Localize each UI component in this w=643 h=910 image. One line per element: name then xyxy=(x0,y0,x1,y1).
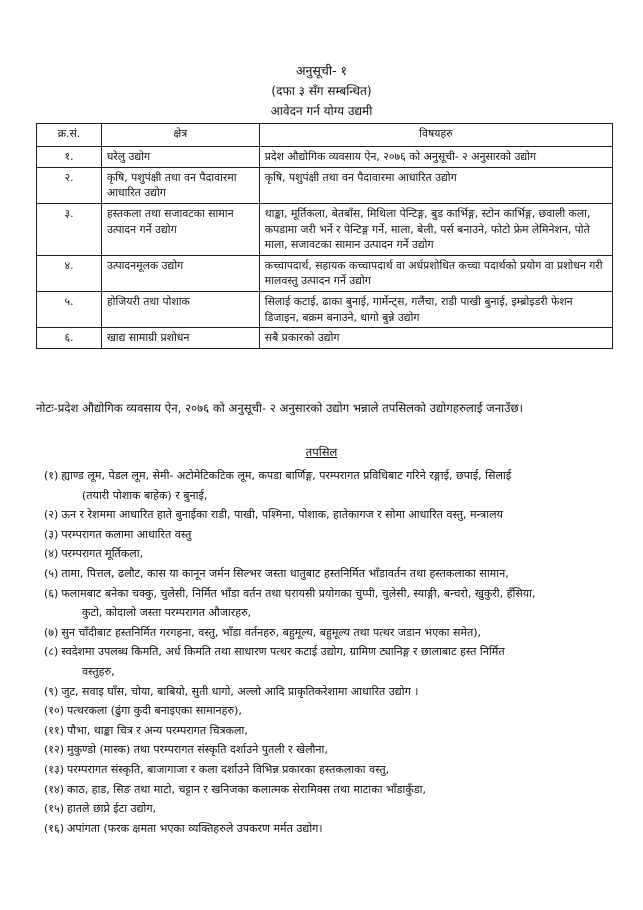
list-item-number: (९) xyxy=(44,684,59,698)
list-item-text: ऊन र रेशममा आधारित हाते बुनाईका राडी, पाखी, पश्मिना, पोशाक, हातेकागज र सोमा आधारित वस्तु, मन्त्रालय xyxy=(61,508,503,522)
list-item-number: (१) xyxy=(44,469,59,482)
row-subjects: कच्चापदार्थ, सहायक कच्चापदार्थ वा अर्धप्रशोधित कच्चा पदार्थको प्रयोग वा प्रशोधन गरी मालवस्तु उत्पादन गर्ने उद्योग xyxy=(259,255,612,291)
list-item-text: परम्परागत मूर्तिकला, xyxy=(61,547,144,561)
list-item xyxy=(44,505,624,525)
row-serial: ६. xyxy=(37,328,102,349)
list-item xyxy=(44,760,624,780)
list-item-text: हातले छाप्ने ईटा उद्योग, xyxy=(67,802,157,816)
table-row xyxy=(37,147,613,168)
list-item-number: (७) xyxy=(44,625,59,639)
row-sector: हस्तकला तथा सजावटका सामान उत्पादन गर्ने उद्योग xyxy=(101,203,259,255)
list-item xyxy=(44,525,624,545)
list-item-text: ह्याण्ड लूम, पेडल लूम, सेमी- अटोमेटिकटिक लूम, कपडा बार्णिङ्ग, परम्परागत प्रविधिबाट गरिने रङ्गाई, छपाई, सिलाई xyxy=(61,469,512,482)
list-item xyxy=(44,799,624,819)
eligible-industries-table xyxy=(36,123,613,349)
row-subjects: कृषि, पशुपंक्षी तथा वन पैदावारमा आधारित उद्योग xyxy=(259,167,612,203)
row-serial: २. xyxy=(37,167,102,203)
list-item xyxy=(44,584,624,604)
row-sector: कृषि, पशुपंक्षी तथा वन पैदावारमा आधारित उद्योग xyxy=(101,167,259,203)
list-item-number: (१५) xyxy=(44,802,65,816)
list-item-number: (६) xyxy=(44,586,59,600)
list-item xyxy=(44,780,624,800)
row-sector: खाद्य सामाग्री प्रशोधन xyxy=(101,328,259,349)
list-item xyxy=(44,819,624,839)
row-serial: ५. xyxy=(37,292,102,328)
list-item xyxy=(44,701,624,721)
list-item-continuation: (तयारी पोशाक बाहेक) र बुनाई, xyxy=(82,488,208,502)
list-item-number: (१२) xyxy=(44,743,65,757)
row-subjects: प्रदेश औद्योगिक व्यवसाय ऐन, २०७६ को अनुसूची- २ अनुसारको उद्योग xyxy=(259,147,612,168)
list-item-text: तामा, पित्तल, ढलौट, कास या कानून जर्मन सिल्भर जस्ता धातुबाट हस्तनिर्मित भाँडावर्तन तथा हस्तकलाका सामान, xyxy=(61,566,509,580)
list-item-continuation: कुटो, कोदालो जस्ता परम्परागत औजारहरु, xyxy=(82,606,252,620)
table-row xyxy=(37,328,613,349)
list-item-number: (५) xyxy=(44,566,59,580)
list-item xyxy=(44,466,624,486)
row-sector: होजियरी तथा पोशाक xyxy=(101,292,259,328)
list-item-text: मुकुण्डो (मास्क) तथा परम्परागत संस्कृति दर्शाउने पुतली र खेलौना, xyxy=(67,743,328,757)
list-item-number: (१४) xyxy=(44,782,65,796)
list-item-text: पौभा, थाङ्का चित्र र अन्य परम्परागत चित्रकला, xyxy=(67,723,248,737)
note-paragraph: नोटः-प्रदेश औद्योगिक व्यवसाय ऐन, २०७६ को अनुसूची- २ अनुसारको उद्योग भन्नाले तपसिलको उद्योगहरुलाई जनाउँछ। xyxy=(36,401,524,415)
table-row xyxy=(37,292,613,328)
list-item-text: स्वदेशमा उपलब्ध किमति, अर्ध किमति तथा साधारण पत्थर कटाई उद्योग, ग्रामिण ट्यानिङ्ग र छालाबाट हस्त निर्मित xyxy=(61,645,505,659)
schedule-title: अनुसूची- १ xyxy=(295,63,348,78)
row-sector: घरेलु उद्योग xyxy=(101,147,259,168)
list-item-text: पत्थरकला (ढुंगा कुदी बनाइएका सामानहरु), xyxy=(67,704,242,718)
list-item-text: सुन चाँदीबाट हस्तनिर्मित गरगहना, वस्तु, भाँडा वर्तनहरु, बहुमूल्य, बहुमूल्य तथा पत्थर जडान भएका समेत), xyxy=(61,625,482,639)
list-item-text: परम्परागत संस्कृति, बाजागाजा र कला दर्शाउने विभिन्न प्रकारका हस्तकलाका वस्तु, xyxy=(67,762,390,776)
list-item-number: (३) xyxy=(44,527,59,541)
list-item-text: अपांगता (फरक क्षमता भएका व्यक्तिहरुले उपकरण मर्मत उद्योग। xyxy=(67,821,323,835)
list-item-continuation: वस्तुहरु, xyxy=(82,664,115,678)
row-serial: ४. xyxy=(37,255,102,291)
tapsil-heading: तपसिल xyxy=(305,445,338,459)
row-subjects: सिलाई कटाई, ढाका बुनाई, गार्मेन्ट्स, गलैंचा, राडी पाखी बुनाई, इम्ब्रोइडरी फेशन डिजाइन, बक्रम बनाउने, धागो बुन्ने उद्योग xyxy=(259,292,612,328)
list-item-number: (१३) xyxy=(44,762,65,776)
list-item xyxy=(44,642,624,662)
row-sector: उत्पादनमूलक उद्योग xyxy=(101,255,259,291)
list-item-text: काठ, हाड, सिङ तथा माटो, चट्टान र खनिजका कलात्मक सेरामिक्स तथा माटाका भाँडाकुँडा, xyxy=(67,782,426,796)
schedule-caption: आवेदन गर्न योग्य उद्यमी xyxy=(270,104,373,118)
list-item-text: जुट, सवाइ घाँस, चोया, बाबियो, सुती धागो, अल्लो आदि प्राकृतिकरेशामा आधारित उद्योग । xyxy=(61,684,419,698)
header-sector: क्षेत्र xyxy=(101,124,259,147)
row-subjects: थाङ्का, मूर्तिकला, बेतबाँस, मिथिला पेन्टिङ्ग, बुड कार्भिङ्ग, स्टोन कार्भिङ्ग, छवाली कला, कपडामा जरी भर्ने र पेन्टिङ्ग गर्ने, माला, बेली, पर्स बनाउने, फोटो फ्रेम लेमिनेशन, पोते माला, सजावटका सामान उत्पादन गर्ने उद्योग xyxy=(259,203,612,255)
list-item-number: (२) xyxy=(44,508,59,522)
table-header-row xyxy=(37,124,613,147)
row-serial: १. xyxy=(37,147,102,168)
list-item xyxy=(44,544,624,564)
header-serial: क्र.सं. xyxy=(37,124,102,147)
list-item-number: (८) xyxy=(44,645,59,659)
table-row xyxy=(37,203,613,255)
schedule-subtitle: (दफा ३ सँग सम्बन्धित) xyxy=(271,84,372,98)
table-row xyxy=(37,255,613,291)
table-row xyxy=(37,167,613,203)
list-item-number: (१०) xyxy=(44,704,65,718)
header-subjects: विषयहरु xyxy=(259,124,612,147)
list-item xyxy=(44,564,624,584)
list-item xyxy=(44,721,624,741)
list-item-number: (१६) xyxy=(44,821,65,835)
list-item xyxy=(44,682,624,702)
list-item-text: फलामबाट बनेका चक्कु, चुलेसी, निर्मित भाँडा वर्तन तथा घरायसी प्रयोगका चुप्पी, चुलेसी, स्याङ्गी, बन्चरो, खुकुरी, हँसिया, xyxy=(61,586,536,600)
list-item-number: (४) xyxy=(44,547,59,561)
list-item xyxy=(44,623,624,643)
list-item-text: परम्परागत कलामा आधारित वस्तु xyxy=(61,527,192,541)
row-serial: ३. xyxy=(37,203,102,255)
tapsil-list xyxy=(44,466,624,838)
list-item-number: (११) xyxy=(44,723,65,737)
row-subjects: सबै प्रकारको उद्योग xyxy=(259,328,612,349)
list-item xyxy=(44,740,624,760)
